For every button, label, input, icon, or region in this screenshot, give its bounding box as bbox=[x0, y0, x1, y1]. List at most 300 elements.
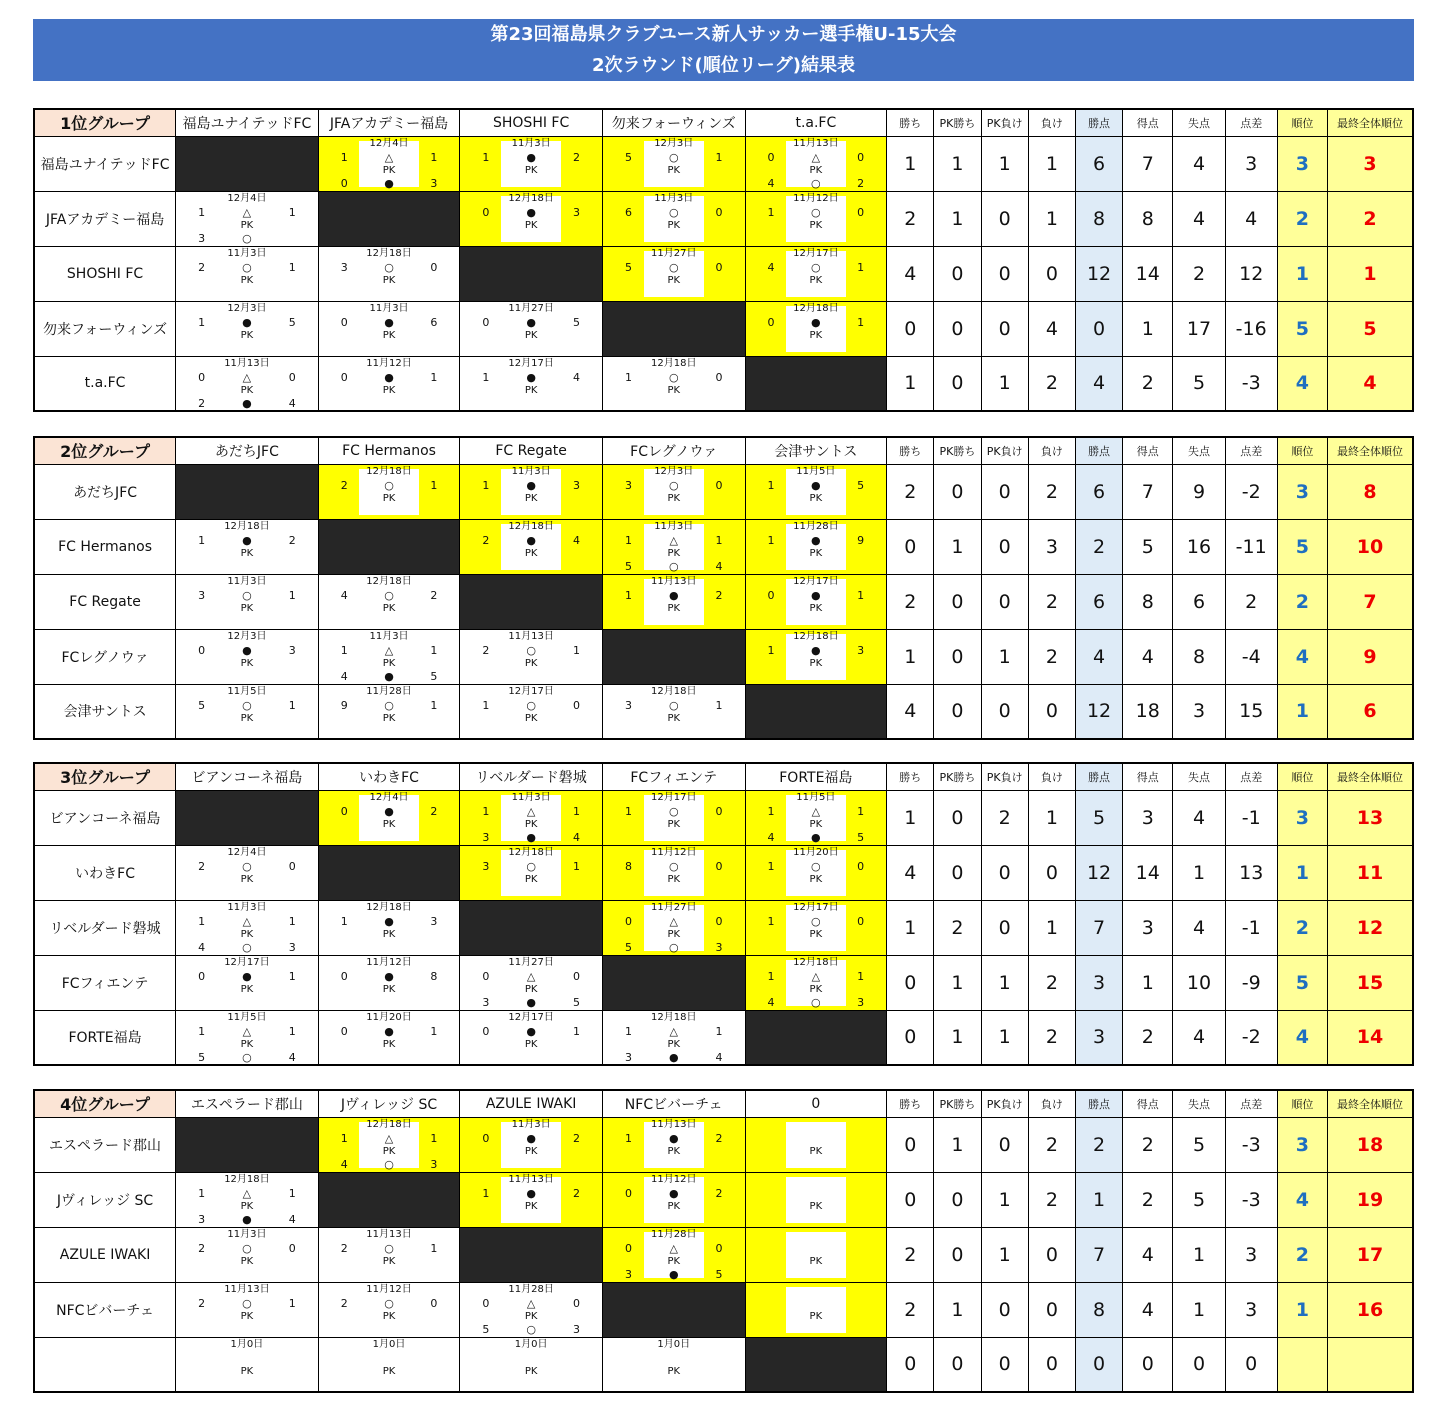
score-right: 1 bbox=[715, 150, 723, 164]
pk-label: PK bbox=[524, 1145, 538, 1157]
result-symbol: ○ bbox=[668, 859, 679, 873]
result-symbol: △ bbox=[384, 643, 394, 657]
score-left: 1 bbox=[198, 1186, 206, 1200]
goals-for-cell: 2 bbox=[1123, 1010, 1173, 1065]
score-left: 2 bbox=[198, 1296, 206, 1310]
overall-rank-cell: 13 bbox=[1328, 790, 1413, 845]
result-symbol: ● bbox=[526, 1024, 536, 1038]
score-right: 4 bbox=[572, 370, 580, 384]
pk-label: PK bbox=[667, 818, 681, 830]
match-result bbox=[603, 791, 745, 845]
result-symbol: ○ bbox=[242, 588, 252, 602]
match-date: 12月18日 bbox=[224, 520, 270, 532]
result-symbol: ○ bbox=[668, 478, 679, 492]
goals-for-cell: 4 bbox=[1123, 1227, 1173, 1282]
group-name: 4位グループ bbox=[34, 1090, 176, 1117]
match-cell bbox=[602, 1227, 745, 1282]
score-left: 0 bbox=[482, 1024, 490, 1038]
pk-label: PK bbox=[382, 983, 396, 995]
points-cell: 7 bbox=[1075, 1227, 1122, 1282]
pk-score-right: 4 bbox=[288, 396, 296, 410]
stat-header: 勝ち bbox=[887, 763, 934, 790]
pk-losses-cell: 0 bbox=[981, 464, 1028, 519]
score-right: 0 bbox=[857, 914, 865, 928]
group-rank-cell: 4 bbox=[1277, 1172, 1327, 1227]
losses-cell: 1 bbox=[1028, 191, 1075, 246]
pk-label: PK bbox=[667, 274, 681, 286]
goals-against-cell: 3 bbox=[1173, 684, 1225, 739]
match-cell bbox=[745, 191, 887, 246]
goals-against-cell: 1 bbox=[1173, 1282, 1225, 1337]
score-right: 1 bbox=[288, 205, 296, 219]
result-symbol: ○ bbox=[668, 150, 679, 164]
stat-header: 勝点 bbox=[1075, 437, 1122, 464]
score-right: 1 bbox=[288, 698, 296, 712]
match-result bbox=[176, 685, 318, 739]
score-right: 0 bbox=[288, 1241, 296, 1255]
match-date: 11月27日 bbox=[508, 956, 554, 968]
goals-against-cell: 1 bbox=[1173, 1227, 1225, 1282]
team-name: エスペラード郡山 bbox=[34, 1117, 176, 1172]
match-result bbox=[460, 956, 602, 1010]
wins-cell: 0 bbox=[887, 1010, 934, 1065]
overall-rank-cell: 18 bbox=[1328, 1117, 1413, 1172]
pk-label: PK bbox=[240, 547, 254, 559]
match-date: 11月27日 bbox=[508, 302, 554, 314]
pk-label: PK bbox=[524, 873, 538, 885]
stat-header: PK負け bbox=[981, 109, 1028, 136]
goals-for-cell: 2 bbox=[1123, 1117, 1173, 1172]
score-right: 0 bbox=[715, 804, 723, 818]
pk-label: PK bbox=[667, 547, 681, 559]
result-box bbox=[786, 1122, 846, 1168]
score-left: 5 bbox=[198, 698, 206, 712]
overall-rank-cell: 4 bbox=[1328, 356, 1413, 411]
pk-label: PK bbox=[240, 1038, 254, 1050]
match-date: 11月13日 bbox=[366, 1228, 412, 1240]
goals-against-cell: 8 bbox=[1173, 629, 1225, 684]
score-right: 5 bbox=[857, 478, 865, 492]
points-cell: 4 bbox=[1075, 356, 1122, 411]
title-line-1: 第23回福島県クラブユース新人サッカー選手権U-15大会 bbox=[490, 24, 957, 45]
match-cell bbox=[460, 301, 603, 356]
match-date: 11月12日 bbox=[651, 1173, 697, 1185]
goal-difference-cell: 3 bbox=[1225, 1227, 1277, 1282]
goals-against-cell: 9 bbox=[1173, 464, 1225, 519]
result-symbol: ● bbox=[384, 1024, 394, 1038]
pk-label: PK bbox=[809, 1145, 823, 1157]
wins-cell: 0 bbox=[887, 1117, 934, 1172]
pk-losses-cell: 1 bbox=[981, 1010, 1028, 1065]
group-rank-cell: 3 bbox=[1277, 1117, 1327, 1172]
pk-losses-cell: 1 bbox=[981, 136, 1028, 191]
goal-difference-cell: -11 bbox=[1225, 519, 1277, 574]
title-line-2: 2次ラウンド(順位リーグ)結果表 bbox=[592, 55, 855, 76]
score-left: 1 bbox=[482, 370, 490, 384]
score-right: 1 bbox=[572, 1024, 580, 1038]
score-right: 0 bbox=[857, 859, 865, 873]
score-left: 0 bbox=[340, 1024, 348, 1038]
pk-label: PK bbox=[809, 547, 823, 559]
points-cell: 12 bbox=[1075, 684, 1122, 739]
overall-rank-cell: 1 bbox=[1328, 246, 1413, 301]
match-result bbox=[603, 1118, 745, 1172]
group-rank-cell: 5 bbox=[1277, 519, 1327, 574]
pk-result-symbol: ○ bbox=[384, 1157, 394, 1171]
result-symbol: ● bbox=[668, 1131, 679, 1145]
stat-header: 負け bbox=[1028, 763, 1075, 790]
pk-result-symbol: ○ bbox=[811, 995, 821, 1009]
match-result bbox=[319, 1283, 460, 1337]
points-cell: 5 bbox=[1075, 790, 1122, 845]
pk-label: PK bbox=[524, 1310, 538, 1322]
match-date: 12月18日 bbox=[508, 520, 554, 532]
match-result bbox=[460, 520, 602, 574]
pk-label: PK bbox=[240, 1365, 254, 1377]
match-result bbox=[460, 1118, 602, 1172]
match-result bbox=[319, 901, 460, 955]
stat-header: 負け bbox=[1028, 1090, 1075, 1117]
match-result bbox=[746, 575, 887, 629]
pk-label: PK bbox=[240, 657, 254, 669]
match-cell bbox=[318, 574, 460, 629]
self-match-cell bbox=[745, 1337, 887, 1392]
goals-for-cell: 8 bbox=[1123, 574, 1173, 629]
score-right: 5 bbox=[288, 315, 296, 329]
points-cell: 2 bbox=[1075, 1117, 1122, 1172]
goal-difference-cell: -2 bbox=[1225, 1010, 1277, 1065]
match-result bbox=[603, 1228, 745, 1282]
goals-for-cell: 14 bbox=[1123, 845, 1173, 900]
match-cell bbox=[745, 900, 887, 955]
points-cell: 12 bbox=[1075, 845, 1122, 900]
opponent-header: FORTE福島 bbox=[745, 763, 887, 790]
self-match-cell bbox=[460, 1227, 603, 1282]
table-row bbox=[34, 519, 1413, 574]
self-match-cell bbox=[460, 246, 603, 301]
stat-header: 負け bbox=[1028, 437, 1075, 464]
result-symbol: ● bbox=[526, 205, 536, 219]
pk-result-symbol: ● bbox=[384, 669, 394, 683]
match-result bbox=[176, 901, 318, 955]
group-rank-cell: 1 bbox=[1277, 845, 1327, 900]
pk-wins-cell: 0 bbox=[934, 845, 981, 900]
points-cell: 0 bbox=[1075, 1337, 1122, 1392]
pk-wins-cell: 0 bbox=[934, 301, 981, 356]
pk-score-left: 3 bbox=[482, 830, 490, 844]
pk-label: PK bbox=[667, 602, 681, 614]
match-cell bbox=[602, 1117, 745, 1172]
match-cell bbox=[602, 790, 745, 845]
points-cell: 8 bbox=[1075, 191, 1122, 246]
result-symbol: ○ bbox=[384, 478, 394, 492]
points-cell: 3 bbox=[1075, 955, 1122, 1010]
goal-difference-cell: -2 bbox=[1225, 464, 1277, 519]
losses-cell: 2 bbox=[1028, 1172, 1075, 1227]
match-date: 12月17日 bbox=[793, 901, 839, 913]
score-right: 0 bbox=[430, 1296, 438, 1310]
self-match-cell bbox=[176, 464, 319, 519]
result-symbol: ○ bbox=[668, 698, 679, 712]
stat-header: 順位 bbox=[1277, 1090, 1327, 1117]
table-row bbox=[34, 356, 1413, 411]
goal-difference-cell: 13 bbox=[1225, 845, 1277, 900]
match-cell bbox=[460, 629, 603, 684]
pk-label: PK bbox=[809, 928, 823, 940]
group-rank-cell bbox=[1277, 1337, 1327, 1392]
goals-for-cell: 18 bbox=[1123, 684, 1173, 739]
group-table bbox=[33, 762, 1414, 1066]
pk-score-left: 3 bbox=[482, 995, 490, 1009]
match-date: 12月3日 bbox=[227, 630, 267, 642]
match-result bbox=[460, 1011, 602, 1065]
points-cell: 6 bbox=[1075, 464, 1122, 519]
pk-label: PK bbox=[524, 818, 538, 830]
pk-label: PK bbox=[524, 657, 538, 669]
pk-score-right: 2 bbox=[857, 176, 865, 190]
page-title bbox=[33, 19, 1414, 81]
score-left: 0 bbox=[482, 969, 490, 983]
match-cell bbox=[176, 356, 319, 411]
match-date: 12月18日 bbox=[366, 465, 412, 477]
match-cell bbox=[318, 464, 460, 519]
score-left: 5 bbox=[624, 150, 632, 164]
pk-result-symbol: ● bbox=[526, 830, 536, 844]
match-date: 12月17日 bbox=[508, 357, 554, 369]
pk-result-symbol: ○ bbox=[242, 1050, 252, 1064]
match-date: 12月18日 bbox=[508, 846, 554, 858]
table-row bbox=[34, 1010, 1413, 1065]
opponent-header: 勿来フォーウィンズ bbox=[602, 109, 745, 136]
pk-wins-cell: 0 bbox=[934, 684, 981, 739]
goals-against-cell: 6 bbox=[1173, 574, 1225, 629]
score-right: 4 bbox=[572, 533, 580, 547]
goals-against-cell: 0 bbox=[1173, 1337, 1225, 1392]
result-symbol: ● bbox=[384, 315, 394, 329]
match-result bbox=[319, 137, 460, 191]
score-left: 8 bbox=[624, 859, 632, 873]
group-rank-cell: 2 bbox=[1277, 191, 1327, 246]
result-symbol: ○ bbox=[668, 804, 679, 818]
team-name: FC Hermanos bbox=[34, 519, 176, 574]
losses-cell: 4 bbox=[1028, 301, 1075, 356]
score-left: 1 bbox=[767, 804, 775, 818]
opponent-header: エスペラード郡山 bbox=[176, 1090, 319, 1117]
pk-score-right: 5 bbox=[430, 669, 438, 683]
match-cell bbox=[745, 246, 887, 301]
pk-label: PK bbox=[667, 1145, 681, 1157]
pk-wins-cell: 1 bbox=[934, 519, 981, 574]
score-right: 2 bbox=[430, 588, 438, 602]
group-rank-cell: 3 bbox=[1277, 136, 1327, 191]
score-right: 0 bbox=[715, 1241, 723, 1255]
pk-label: PK bbox=[809, 219, 823, 231]
pk-result-symbol: ○ bbox=[526, 1322, 536, 1336]
overall-rank-cell: 8 bbox=[1328, 464, 1413, 519]
pk-score-left: 4 bbox=[767, 995, 775, 1009]
group-rank-cell: 1 bbox=[1277, 684, 1327, 739]
table-row bbox=[34, 1282, 1413, 1337]
score-left: 1 bbox=[198, 315, 206, 329]
table-row bbox=[34, 845, 1413, 900]
score-right: 2 bbox=[572, 1186, 580, 1200]
goals-for-cell: 2 bbox=[1123, 356, 1173, 411]
score-left: 9 bbox=[340, 698, 348, 712]
score-right: 2 bbox=[572, 1131, 580, 1145]
score-left: 1 bbox=[624, 1131, 632, 1145]
match-result bbox=[319, 357, 460, 411]
match-cell bbox=[176, 246, 319, 301]
stat-header: 順位 bbox=[1277, 109, 1327, 136]
group-rank-cell: 3 bbox=[1277, 790, 1327, 845]
pk-score-right: 3 bbox=[572, 1322, 580, 1336]
goal-difference-cell: -4 bbox=[1225, 629, 1277, 684]
score-left: 0 bbox=[482, 315, 490, 329]
score-left: 0 bbox=[340, 315, 348, 329]
overall-rank-cell: 6 bbox=[1328, 684, 1413, 739]
match-cell bbox=[318, 629, 460, 684]
match-result bbox=[603, 192, 745, 246]
result-symbol: ○ bbox=[242, 260, 252, 274]
match-date: 11月27日 bbox=[651, 247, 697, 259]
pk-label: PK bbox=[667, 492, 681, 504]
result-symbol: △ bbox=[811, 804, 821, 818]
result-box bbox=[786, 1232, 846, 1278]
result-symbol: △ bbox=[669, 533, 678, 547]
match-result bbox=[603, 1173, 745, 1227]
losses-cell: 1 bbox=[1028, 900, 1075, 955]
losses-cell: 2 bbox=[1028, 955, 1075, 1010]
match-date: 11月3日 bbox=[654, 192, 694, 204]
match-cell bbox=[460, 684, 603, 739]
losses-cell: 2 bbox=[1028, 1117, 1075, 1172]
score-left: 1 bbox=[767, 859, 775, 873]
match-cell bbox=[318, 356, 460, 411]
match-result bbox=[460, 1173, 602, 1227]
result-symbol: ● bbox=[526, 1131, 536, 1145]
match-date: 12月3日 bbox=[227, 302, 267, 314]
pk-wins-cell: 0 bbox=[934, 574, 981, 629]
table-row bbox=[34, 574, 1413, 629]
points-cell: 12 bbox=[1075, 246, 1122, 301]
goals-against-cell: 4 bbox=[1173, 790, 1225, 845]
score-right: 1 bbox=[572, 804, 580, 818]
pk-label: PK bbox=[524, 1200, 538, 1212]
score-right: 9 bbox=[857, 533, 865, 547]
result-symbol: ○ bbox=[242, 1241, 252, 1255]
pk-result-symbol: ● bbox=[526, 995, 536, 1009]
goals-against-cell: 2 bbox=[1173, 246, 1225, 301]
opponent-header: あだちJFC bbox=[176, 437, 319, 464]
pk-score-left: 5 bbox=[198, 1050, 206, 1064]
result-symbol: ○ bbox=[242, 698, 252, 712]
match-date: 11月28日 bbox=[651, 1228, 697, 1240]
pk-label: PK bbox=[809, 1200, 823, 1212]
losses-cell: 0 bbox=[1028, 1227, 1075, 1282]
score-right: 1 bbox=[857, 315, 865, 329]
result-symbol: ○ bbox=[242, 859, 252, 873]
result-symbol: △ bbox=[242, 914, 252, 928]
score-left: 1 bbox=[198, 914, 206, 928]
pk-label: PK bbox=[240, 1255, 254, 1267]
pk-label: PK bbox=[667, 1255, 681, 1267]
pk-label: PK bbox=[809, 1310, 823, 1322]
score-left: 3 bbox=[624, 698, 632, 712]
wins-cell: 2 bbox=[887, 1227, 934, 1282]
pk-label: PK bbox=[667, 164, 681, 176]
pk-label: PK bbox=[240, 873, 254, 885]
match-date: 12月18日 bbox=[508, 192, 554, 204]
match-cell bbox=[176, 1227, 319, 1282]
points-cell: 3 bbox=[1075, 1010, 1122, 1065]
pk-label: PK bbox=[809, 329, 823, 341]
match-date: 11月3日 bbox=[654, 520, 694, 532]
stat-header: 勝ち bbox=[887, 437, 934, 464]
match-cell bbox=[318, 1227, 460, 1282]
stat-header: 失点 bbox=[1173, 437, 1225, 464]
match-cell bbox=[745, 574, 887, 629]
stat-header: 負け bbox=[1028, 109, 1075, 136]
pk-wins-cell: 0 bbox=[934, 1337, 981, 1392]
stat-header: 失点 bbox=[1173, 1090, 1225, 1117]
pk-wins-cell: 1 bbox=[934, 1117, 981, 1172]
pk-score-right: 4 bbox=[288, 1212, 296, 1226]
match-date: 12月17日 bbox=[508, 1011, 554, 1023]
result-symbol: ● bbox=[668, 1186, 679, 1200]
result-box bbox=[786, 1287, 846, 1333]
score-right: 2 bbox=[715, 1186, 723, 1200]
pk-result-symbol: ● bbox=[668, 1267, 679, 1281]
goals-against-cell: 16 bbox=[1173, 519, 1225, 574]
pk-result-symbol: ● bbox=[242, 1212, 252, 1226]
pk-losses-cell: 0 bbox=[981, 246, 1028, 301]
group-table bbox=[33, 436, 1414, 740]
result-symbol: ● bbox=[384, 370, 394, 384]
overall-rank-cell: 16 bbox=[1328, 1282, 1413, 1337]
match-cell bbox=[602, 900, 745, 955]
goals-against-cell: 10 bbox=[1173, 955, 1225, 1010]
pk-label: PK bbox=[240, 219, 254, 231]
match-result bbox=[176, 1228, 318, 1282]
table-row bbox=[34, 246, 1413, 301]
match-date: 11月28日 bbox=[508, 1283, 554, 1295]
match-date: 12月3日 bbox=[654, 137, 694, 149]
pk-label: PK bbox=[809, 274, 823, 286]
pk-label: PK bbox=[382, 329, 396, 341]
pk-label: PK bbox=[667, 1365, 681, 1377]
score-right: 1 bbox=[288, 914, 296, 928]
opponent-header: t.a.FC bbox=[745, 109, 887, 136]
match-date: 11月20日 bbox=[793, 846, 839, 858]
score-right: 0 bbox=[715, 205, 723, 219]
match-date: 12月4日 bbox=[227, 846, 267, 858]
match-result bbox=[176, 630, 318, 684]
match-date: 11月3日 bbox=[511, 465, 551, 477]
pk-score-left: 5 bbox=[624, 559, 632, 573]
pk-result-symbol: ● bbox=[811, 830, 821, 844]
pk-score-right: 4 bbox=[572, 830, 580, 844]
pk-losses-cell: 0 bbox=[981, 845, 1028, 900]
result-symbol: △ bbox=[526, 1296, 536, 1310]
match-cell bbox=[176, 1010, 319, 1065]
pk-wins-cell: 1 bbox=[934, 191, 981, 246]
score-right: 0 bbox=[857, 205, 865, 219]
match-date: 11月28日 bbox=[793, 520, 839, 532]
group-table bbox=[33, 1089, 1414, 1393]
score-right: 1 bbox=[715, 1024, 723, 1038]
result-symbol: ● bbox=[668, 588, 679, 602]
score-left: 1 bbox=[198, 205, 206, 219]
